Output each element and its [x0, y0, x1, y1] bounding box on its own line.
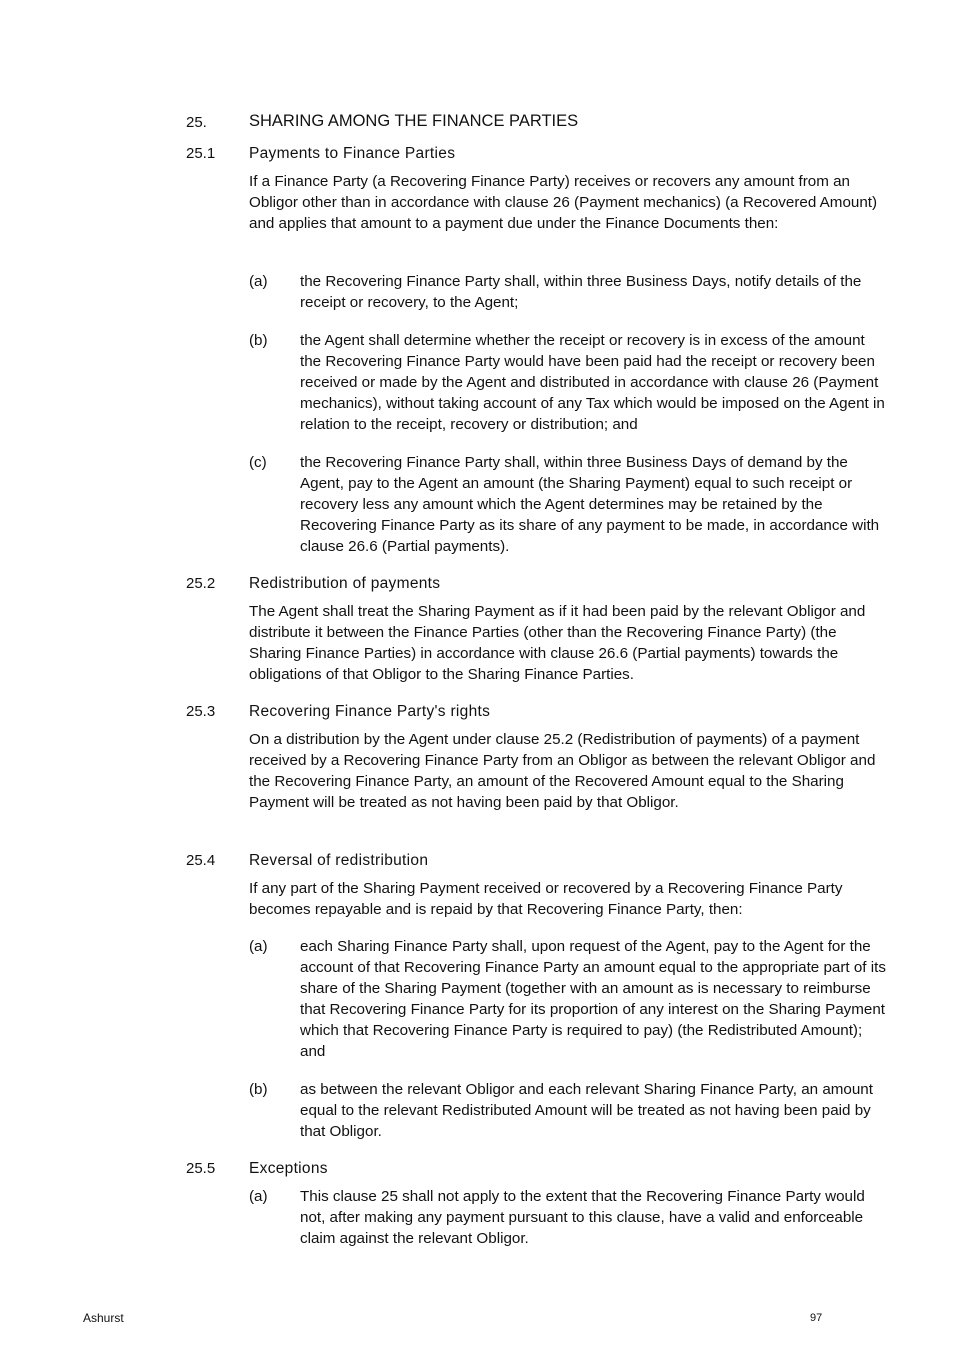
- item-label: (c): [249, 454, 267, 471]
- clause-paragraph: If any part of the Sharing Payment received or recovered by a Recovering Finance Party becomes repayable and is repaid by that Recovering Finance Party, then:: [249, 880, 843, 918]
- item-label: (b): [249, 1081, 268, 1098]
- clause-title: Redistribution of payments: [249, 575, 441, 592]
- clause-number: 25.3: [186, 703, 216, 720]
- clause-title: Exceptions: [249, 1160, 328, 1177]
- clause-paragraph: On a distribution by the Agent under clause 25.2 (Redistribution of payments) of a payment received by a Recovering Finance Party from an Obligor as between the relevant Obligor and the Recovering Finance Party, an amount of the Recovered Amount equal to the Sharing Payment will be treated as not having been paid by that Obligor.: [249, 731, 876, 811]
- clause-number: 25.1: [186, 145, 216, 162]
- item-text: the Recovering Finance Party shall, within three Business Days of demand by the Agent, pay to the Agent an amount (the Sharing Payment) equal to such receipt or recovery less any amount which the Agent determines may be retained by the Recovering Finance Party as its share of any payment to be made, in accordance with clause 26.6 (Partial payments).: [300, 454, 880, 555]
- section-number: 25.: [186, 114, 207, 131]
- clause-number: 25.4: [186, 852, 216, 869]
- section-title: SHARING AMONG THE FINANCE PARTIES: [249, 112, 579, 130]
- clause-title: Reversal of redistribution: [249, 852, 429, 869]
- clause-title: Payments to Finance Parties: [249, 145, 456, 162]
- page-number: 97: [810, 1312, 823, 1324]
- clause-paragraph: The Agent shall treat the Sharing Payment as if it had been paid by the relevant Obligor and distribute it between the Finance Parties (other than the Recovering Finance Party) (the Sharing Finance Parties) in accordance with clause 26.6 (Partial payments) towards the obligations of that Obligor to the Sharing Finance Parties.: [249, 603, 866, 683]
- item-label: (a): [249, 273, 268, 290]
- item-label: (b): [249, 332, 268, 349]
- item-text: as between the relevant Obligor and each relevant Sharing Finance Party, an amount equal to the relevant Redistributed Amount will be treated as not having been paid by that Obligor.: [300, 1081, 873, 1140]
- item-text: the Agent shall determine whether the receipt or recovery is in excess of the amount the Recovering Finance Party would have been paid had the receipt or recovery been received or made by the Agent and distributed in accordance with clause 26 (Payment mechanics), without taking account of any Tax which would be imposed on the Agent in relation to the receipt, recovery or distribution; and: [300, 332, 885, 433]
- clause-number: 25.5: [186, 1160, 216, 1177]
- item-text: This clause 25 shall not apply to the extent that the Recovering Finance Party would not, after making any payment pursuant to this clause, have a valid and enforceable claim against the relevant Obligor.: [300, 1188, 865, 1247]
- item-label: (a): [249, 938, 268, 955]
- clause-number: 25.2: [186, 575, 216, 592]
- footer-firm: Ashurst: [83, 1311, 124, 1325]
- item-label: (a): [249, 1188, 268, 1205]
- clause-title: Recovering Finance Party's rights: [249, 703, 491, 720]
- clause-paragraph: If a Finance Party (a Recovering Finance Party) receives or recovers any amount from an Obligor other than in accordance with clause 26 (Payment mechanics) (a Recovered Amount) and applies that amount to a payment due under the Finance Documents then:: [249, 173, 878, 232]
- item-text: each Sharing Finance Party shall, upon request of the Agent, pay to the Agent for the account of that Recovering Finance Party an amount equal to the appropriate part of its share of the Sharing Payment (together with an amount as is necessary to reimburse that Recovering Finance Party for its proportion of any interest on the Sharing Payment which that Recovering Finance Party is required to pay) (the Redistributed Amount); and: [300, 938, 886, 1060]
- item-text: the Recovering Finance Party shall, within three Business Days, notify details of the receipt or recovery, to the Agent;: [300, 273, 862, 311]
